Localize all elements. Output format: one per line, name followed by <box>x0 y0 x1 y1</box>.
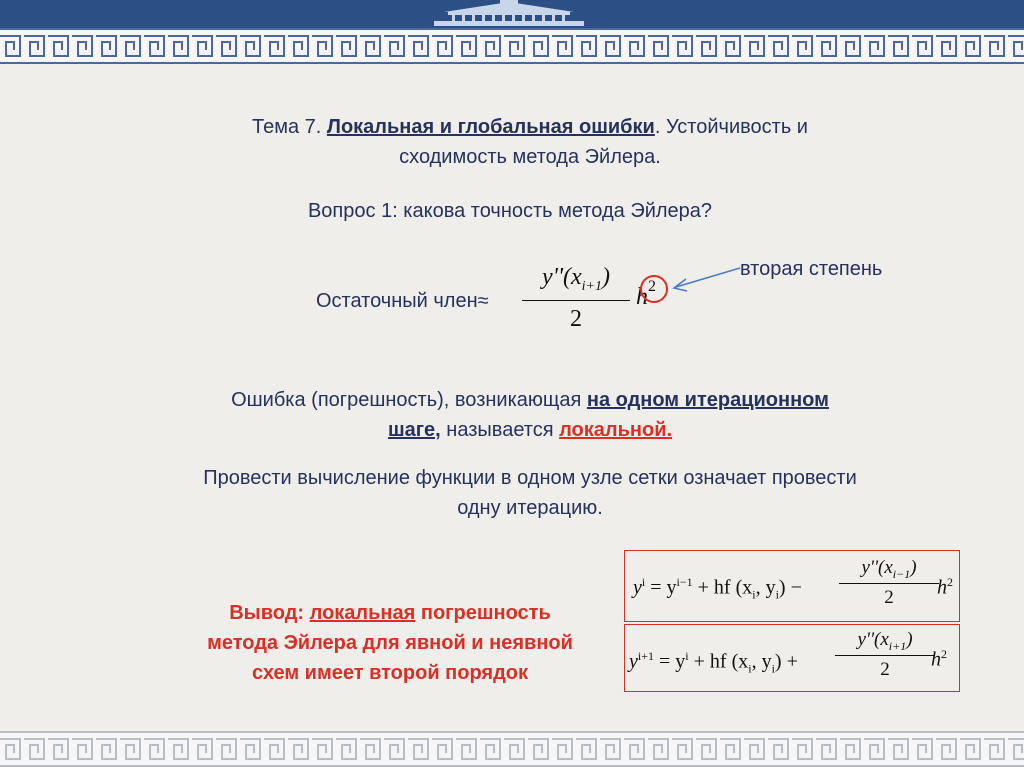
one-iteration-phrase: на одном итерационном <box>586 389 829 411</box>
conclusion-line-2: метода Эйлера для явной и неявной <box>207 632 573 654</box>
implicit-euler-box <box>624 624 960 692</box>
conclusion-local-word: локальная <box>309 602 416 624</box>
iteration-explanation <box>120 463 940 523</box>
title-line-2: сходимость метода Эйлера. <box>399 146 661 168</box>
implicit-euler-lhs: $y^{i+1} = y^i$ + hf ($x_i$, $y_i$) + <box>629 649 798 676</box>
greek-meander-border-top <box>0 28 1024 64</box>
explicit-euler-lhs: $y^i = y^{i-1}$ + hf ($x_i$, $y_i$) − <box>633 575 802 602</box>
building-icon <box>434 0 584 26</box>
compute-line-2: одну итерацию. <box>457 497 603 519</box>
conclusion-line-3: схем имеет второй порядок <box>251 662 529 684</box>
title-underlined-topic: Локальная и глобальная ошибки <box>326 116 655 138</box>
step-word: шаге, <box>387 419 441 441</box>
implicit-euler-h: $h^2$ <box>931 647 947 671</box>
title-line-1 <box>150 112 910 142</box>
title-prefix: Тема 7. <box>252 116 327 138</box>
explicit-euler-box <box>624 550 960 622</box>
remainder-label: Остаточный член≈ <box>316 290 489 312</box>
explicit-euler-fraction: $y''(x_{i-1})$ 2 <box>839 557 939 615</box>
local-error-definition <box>160 385 900 445</box>
fraction-bar <box>522 300 630 301</box>
annotation-second-degree: вторая степень <box>740 258 883 280</box>
greek-meander-border-bottom <box>0 731 1024 767</box>
exponent-two: 2 <box>648 278 656 295</box>
implicit-euler-fraction: $y''(x_{i+1})$ 2 <box>835 629 935 687</box>
explicit-euler-h: $h^2$ <box>937 575 953 599</box>
remainder-denominator: 2 <box>570 306 582 332</box>
compute-line-1: Провести вычисление функции в одном узле сетки означает провести <box>203 467 857 489</box>
conclusion-line-1: Вывод: локальная погрешность <box>229 602 551 624</box>
step-variable-h: h <box>636 284 648 310</box>
arrow-icon <box>666 264 742 294</box>
question-text: Вопрос 1: какова точность метода Эйлера? <box>307 200 713 222</box>
header-band <box>0 0 1024 28</box>
remainder-fraction <box>520 264 632 342</box>
error-line-1: Ошибка (погрешность), возникающая на одном итерационном <box>231 389 829 411</box>
title-suffix: . Устойчивость и <box>654 116 808 138</box>
local-word: локальной. <box>559 419 673 441</box>
conclusion-text <box>160 598 620 688</box>
slide-title <box>150 112 910 172</box>
remainder-numerator: $y''(x_{i+1})$ <box>542 264 610 294</box>
error-line-2: шаге, называется локальной. <box>387 419 673 441</box>
